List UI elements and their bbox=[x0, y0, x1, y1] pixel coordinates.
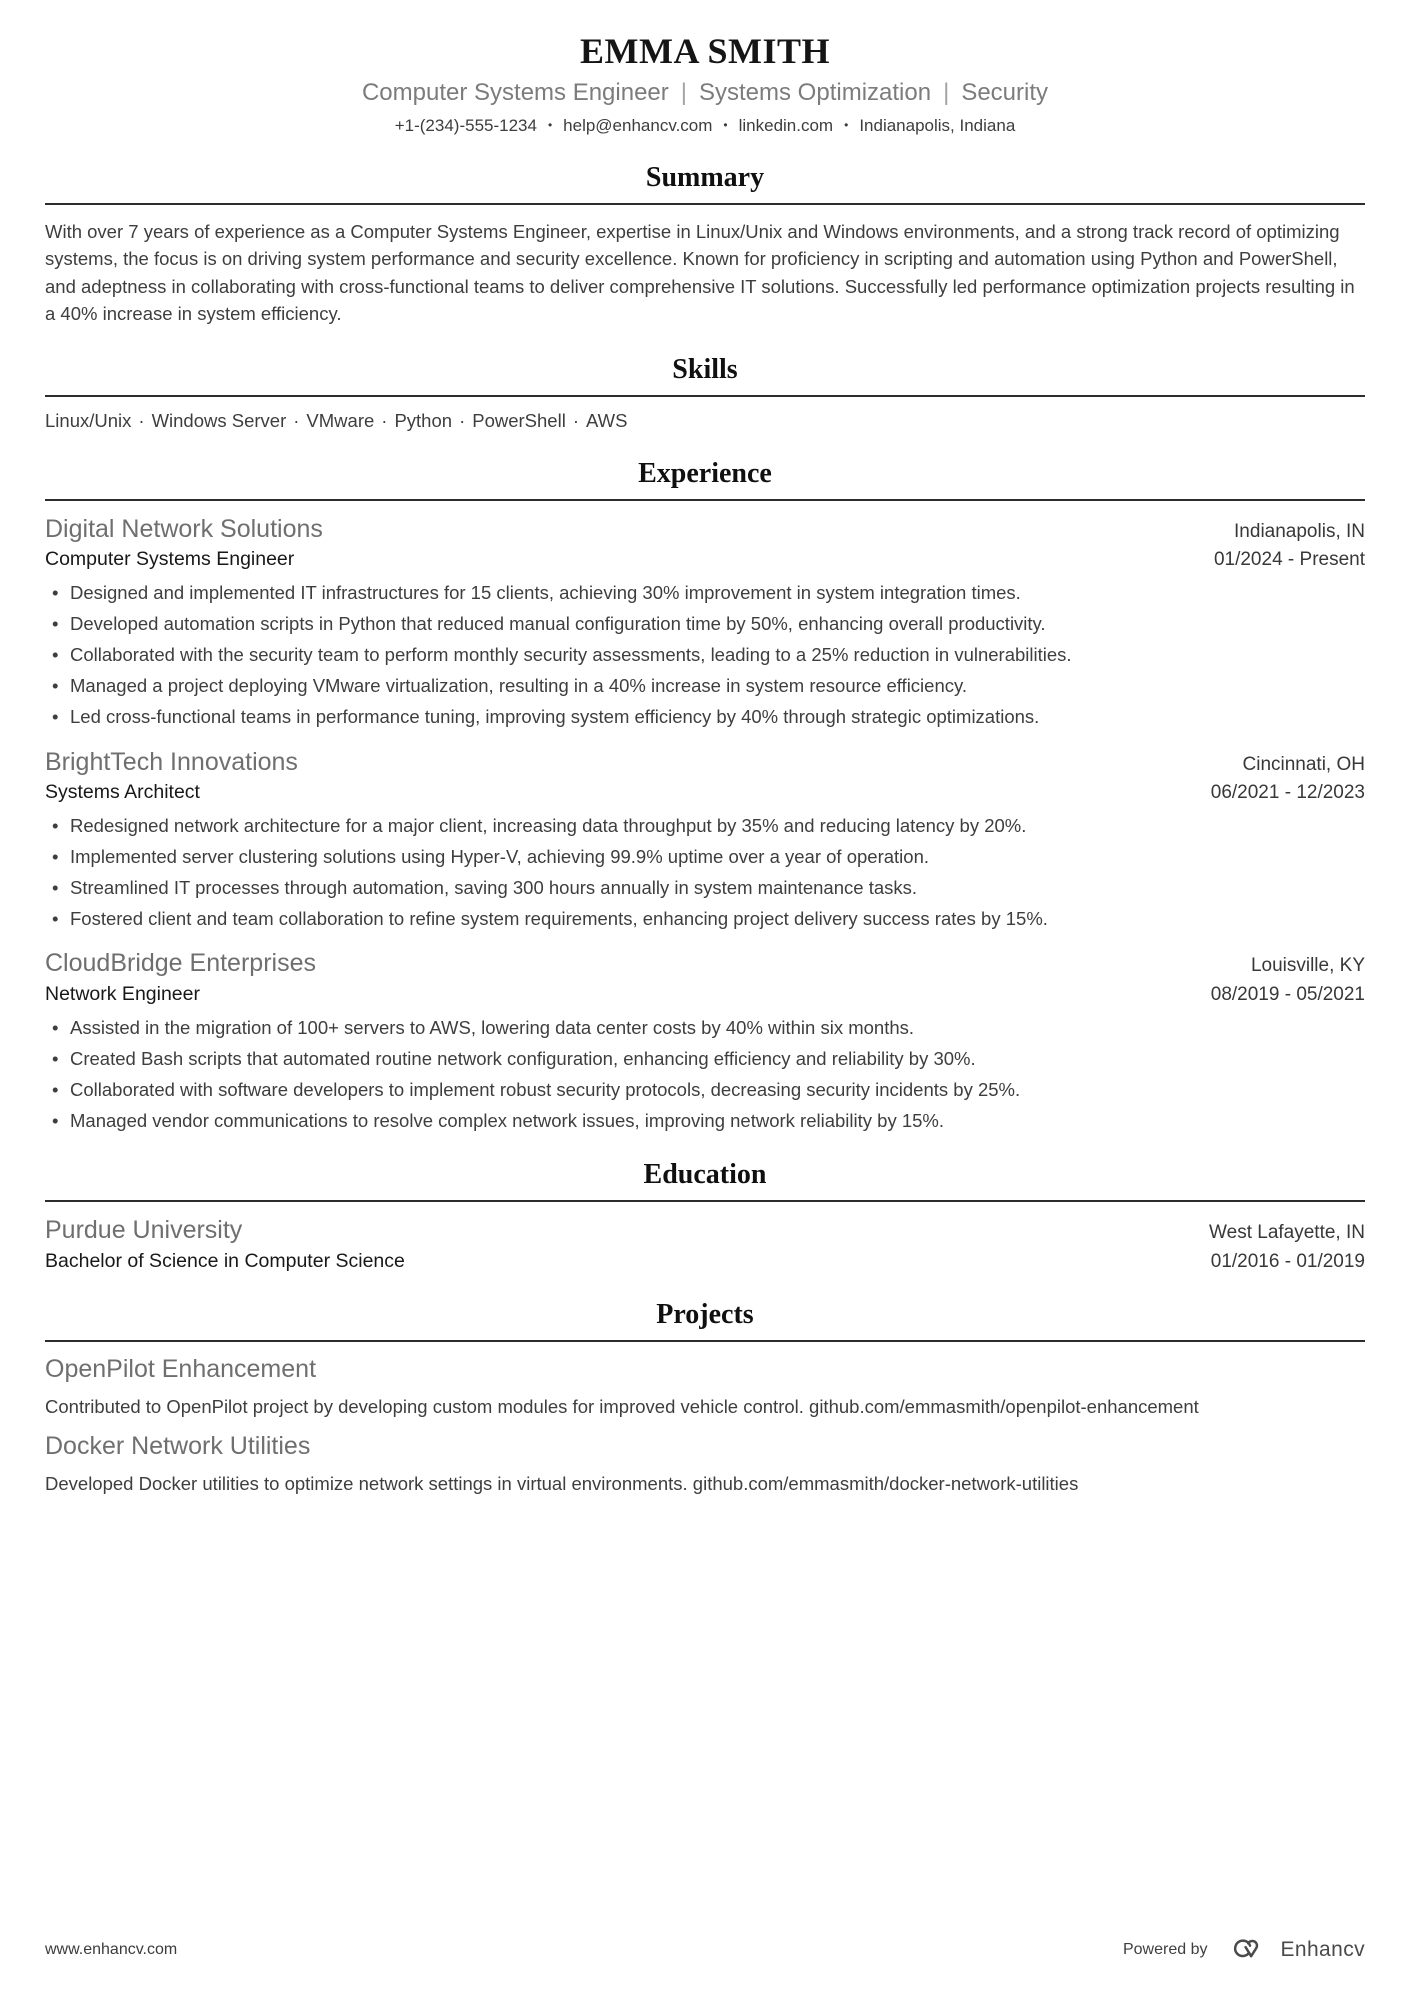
job-title: Computer Systems Engineer bbox=[45, 547, 295, 570]
footer-website: www.enhancv.com bbox=[45, 1940, 178, 1958]
bullet-item: • Implemented server clustering solutions using Hyper-V, achieving 99.9% uptime over a year of operation. bbox=[45, 844, 1365, 869]
projects-heading: Projects bbox=[656, 1298, 754, 1330]
skill-item: Windows Server bbox=[151, 409, 287, 431]
bullet-item: • Designed and implemented IT infrastructures for 15 clients, achieving 30% improvement in system integration times. bbox=[45, 580, 1365, 605]
school-name: Purdue University bbox=[45, 1216, 243, 1245]
skill-item: Python bbox=[394, 409, 453, 431]
summary-heading: Summary bbox=[645, 162, 765, 193]
education-entries bbox=[45, 1215, 1365, 1272]
footer bbox=[45, 1936, 1365, 1963]
company-name: Digital Network Solutions bbox=[45, 514, 323, 543]
bullet-item: • Led cross-functional teams in performance tuning, improving system efficiency by 40% through strategic optimizations. bbox=[45, 704, 1365, 729]
enhancv-logo-icon bbox=[1229, 1936, 1271, 1963]
entry-head bbox=[45, 948, 1365, 979]
bullet-item: • Streamlined IT processes through automation, saving 300 hours annually in system maintenance tasks. bbox=[45, 875, 1365, 900]
company-location: Indianapolis, IN bbox=[1234, 520, 1365, 542]
company-name: CloudBridge Enterprises bbox=[45, 949, 316, 978]
contact-separator: • bbox=[844, 118, 849, 132]
bullet-item: • Fostered client and team collaboration to refine system requirements, enhancing project delivery success rates by 15%. bbox=[45, 906, 1365, 931]
bullet-item: • Collaborated with the security team to perform monthly security assessments, leading to a 25% reduction in vulnerabilities. bbox=[45, 642, 1365, 667]
contact-separator: • bbox=[723, 118, 728, 132]
entry-head bbox=[45, 747, 1365, 778]
company-location: Cincinnati, OH bbox=[1242, 753, 1365, 775]
section-rule bbox=[45, 203, 1365, 205]
bullet-item: • Collaborated with software developers to implement robust security protocols, decreasing security incidents by 25%. bbox=[45, 1077, 1365, 1102]
degree-name: Bachelor of Science in Computer Science bbox=[45, 1249, 405, 1272]
experience-entry bbox=[45, 514, 1365, 730]
headline-divider: | bbox=[943, 79, 950, 106]
experience-entry bbox=[45, 948, 1365, 1133]
summary-text: With over 7 years of experience as a Computer Systems Engineer, expertise in Linux/Unix and Windows environments, and a strong track record of optimizing systems, the focus is on driving system performance and security excellence. Known for proficiency in scripting and automation using Python and PowerShell, and adeptness in collaborating with cross-functional teams to deliver comprehensive IT solutions. Successfully led performance optimization projects resulting in a 40% increase in system efficiency. bbox=[45, 221, 1355, 325]
experience-entries bbox=[45, 514, 1365, 1134]
skills-heading: Skills bbox=[672, 353, 738, 385]
project-title: Docker Network Utilities bbox=[45, 1432, 311, 1461]
experience-entry bbox=[45, 747, 1365, 932]
education-heading: Education bbox=[643, 1159, 767, 1191]
skills-line bbox=[45, 410, 1365, 432]
education-entry bbox=[45, 1215, 1365, 1272]
contact-item: +1-(234)-555-1234 bbox=[394, 116, 537, 135]
section-rule bbox=[45, 499, 1365, 501]
contact-item: help@enhancv.com bbox=[563, 116, 713, 135]
job-title: Network Engineer bbox=[45, 982, 200, 1005]
headline-part: Computer Systems Engineer bbox=[361, 79, 669, 106]
powered-by bbox=[1123, 1936, 1365, 1963]
entry-head bbox=[45, 514, 1365, 545]
skill-separator: · bbox=[459, 409, 466, 431]
job-dates: 08/2019 - 05/2021 bbox=[1210, 983, 1365, 1005]
job-title: Systems Architect bbox=[45, 780, 200, 803]
entry-head bbox=[45, 1215, 1365, 1246]
entry-subhead bbox=[45, 983, 1365, 1006]
project-description: Developed Docker utilities to optimize network settings in virtual environments. github.com/emmasmith/docker-network-utilities bbox=[45, 1473, 1079, 1495]
section-rule bbox=[45, 1200, 1365, 1202]
bullet-item: • Created Bash scripts that automated routine network configuration, enhancing efficiency and reliability by 30%. bbox=[45, 1046, 1365, 1071]
entry-subhead bbox=[45, 548, 1365, 571]
skill-separator: · bbox=[381, 409, 388, 431]
contact-row bbox=[45, 116, 1365, 136]
job-dates: 01/2024 - Present bbox=[1213, 548, 1365, 570]
bullet-item: • Developed automation scripts in Python that reduced manual configuration time by 50%, enhancing overall productivity. bbox=[45, 611, 1365, 636]
project-entry bbox=[45, 1432, 1365, 1498]
entry-subhead bbox=[45, 781, 1365, 804]
experience-heading: Experience bbox=[638, 457, 772, 489]
skill-item: VMware bbox=[306, 409, 375, 431]
headline-part: Systems Optimization bbox=[699, 79, 932, 106]
company-name: BrightTech Innovations bbox=[45, 747, 298, 776]
headline-divider: | bbox=[680, 79, 687, 106]
contact-item: linkedin.com bbox=[738, 116, 834, 135]
school-location: West Lafayette, IN bbox=[1209, 1222, 1365, 1244]
entry-subhead bbox=[45, 1250, 1365, 1273]
study-dates: 01/2016 - 01/2019 bbox=[1210, 1250, 1365, 1272]
section-rule bbox=[45, 1340, 1365, 1342]
bullet-list bbox=[45, 813, 1365, 932]
project-description: Contributed to OpenPilot project by developing custom modules for improved vehicle control. github.com/emmasmith/openpilot-enhancement bbox=[45, 1395, 1199, 1417]
company-location: Louisville, KY bbox=[1250, 955, 1365, 977]
contact-separator: • bbox=[547, 118, 553, 132]
bullet-item: • Managed vendor communications to resolve complex network issues, improving network reliability by 15%. bbox=[45, 1108, 1365, 1133]
contact-item: Indianapolis, Indiana bbox=[859, 116, 1016, 135]
skill-item: Linux/Unix bbox=[45, 409, 132, 431]
skill-item: PowerShell bbox=[472, 409, 566, 431]
bullet-item: • Assisted in the migration of 100+ servers to AWS, lowering data center costs by 40% within six months. bbox=[45, 1015, 1365, 1040]
bullet-list bbox=[45, 1015, 1365, 1134]
job-dates: 06/2021 - 12/2023 bbox=[1210, 781, 1365, 803]
project-entries bbox=[45, 1355, 1365, 1499]
project-entry bbox=[45, 1355, 1365, 1421]
bullet-item: • Redesigned network architecture for a major client, increasing data throughput by 35% and reducing latency by 20%. bbox=[45, 813, 1365, 838]
section-rule bbox=[45, 395, 1365, 397]
bullet-item: • Managed a project deploying VMware virtualization, resulting in a 40% increase in system resource efficiency. bbox=[45, 673, 1365, 698]
powered-by-label: Powered by bbox=[1122, 1940, 1208, 1958]
candidate-name: EMMA SMITH bbox=[579, 31, 830, 71]
enhancv-wordmark: Enhancv bbox=[1280, 1937, 1365, 1961]
skill-separator: · bbox=[572, 409, 579, 431]
skill-separator: · bbox=[138, 409, 145, 431]
headline bbox=[45, 79, 1365, 107]
skill-separator: · bbox=[293, 409, 300, 431]
skill-item: AWS bbox=[585, 409, 628, 431]
bullet-list bbox=[45, 580, 1365, 730]
headline-part: Security bbox=[961, 79, 1049, 106]
project-title: OpenPilot Enhancement bbox=[45, 1354, 317, 1383]
